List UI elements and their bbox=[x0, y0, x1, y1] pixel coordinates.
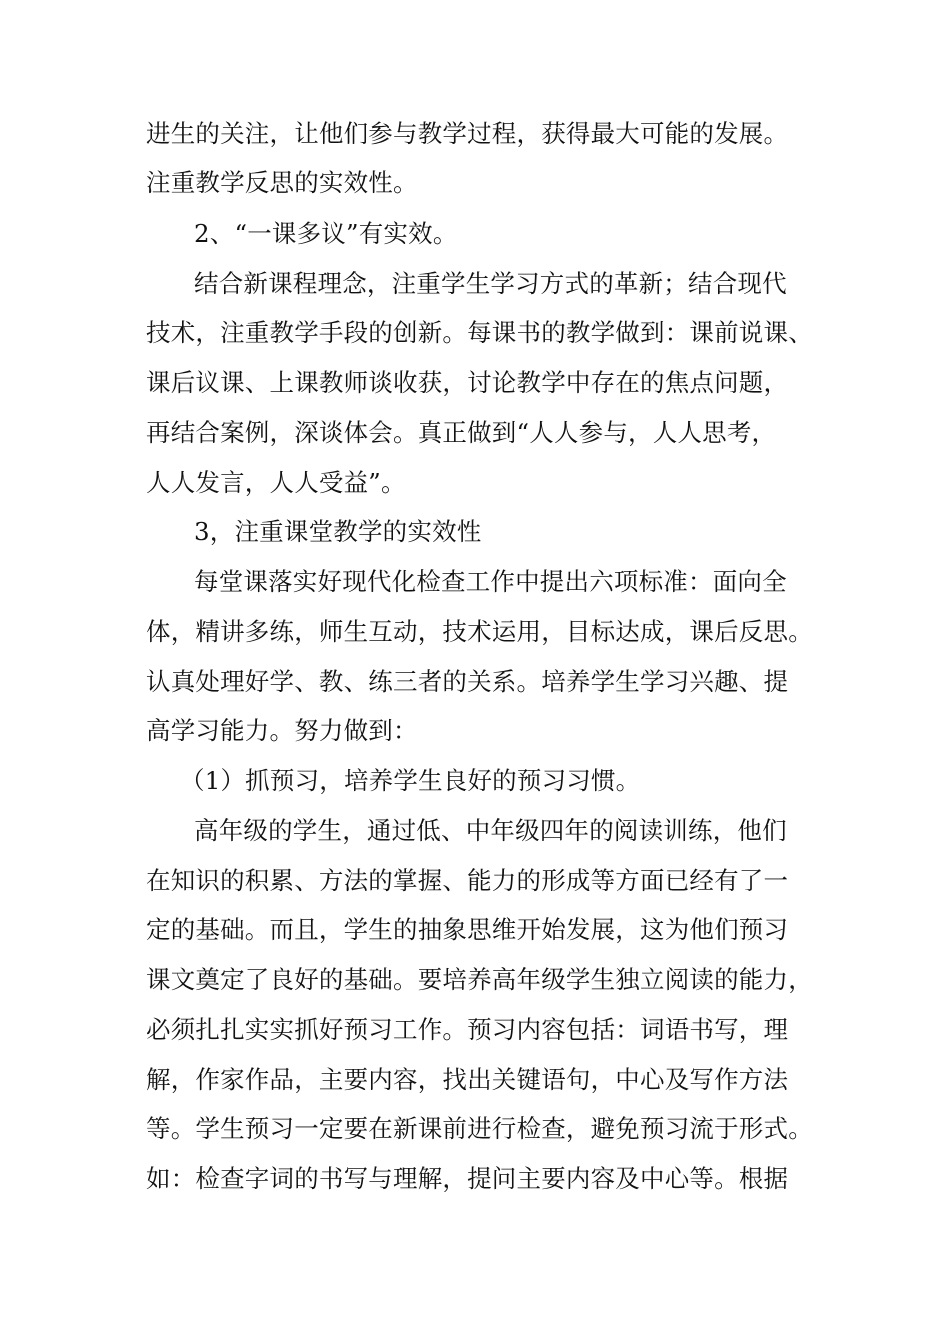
text-line: 课文奠定了良好的基础。要培养高年级学生独立阅读的能力， bbox=[146, 965, 813, 994]
section-heading: 2、“一课多议”有实效。 bbox=[194, 219, 458, 248]
text-line: 高学习能力。努力做到： bbox=[146, 716, 418, 745]
text-line: 每堂课落实好现代化检查工作中提出六项标准：面向全 bbox=[194, 567, 787, 596]
text-line: 定的基础。而且，学生的抽象思维开始发展，这为他们预习 bbox=[146, 915, 789, 944]
text-line: 必须扎扎实实抓好预习工作。预习内容包括：词语书写，理 bbox=[146, 1015, 789, 1044]
text-line: 等。学生预习一定要在新课前进行检查，避免预习流于形式。 bbox=[146, 1114, 813, 1143]
text-line: 如：检查字词的书写与理解，提问主要内容及中心等。根据 bbox=[146, 1164, 789, 1193]
text-line: 在知识的积累、方法的掌握、能力的形成等方面已经有了一 bbox=[146, 866, 789, 895]
text-line: 体，精讲多练，师生互动，技术运用，目标达成，课后反思。 bbox=[146, 617, 813, 646]
text-line: 高年级的学生，通过低、中年级四年的阅读训练，他们 bbox=[194, 816, 787, 845]
text-line: 再结合案例，深谈体会。真正做到“人人参与，人人思考， bbox=[146, 418, 777, 447]
text-line: 解，作家作品，主要内容，找出关键语句，中心及写作方法 bbox=[146, 1065, 789, 1094]
subsection-heading: （1）抓预习，培养学生良好的预习习惯。 bbox=[180, 766, 641, 795]
text-line: 课后议课、上课教师谈收获，讨论教学中存在的焦点问题， bbox=[146, 368, 789, 397]
text-line: 人人发言，人人受益”。 bbox=[146, 468, 406, 497]
text-line: 注重教学反思的实效性。 bbox=[146, 168, 418, 197]
text-line: 认真处理好学、教、练三者的关系。培养学生学习兴趣、提 bbox=[146, 667, 789, 696]
text-line: 技术，注重教学手段的创新。每课书的教学做到：课前说课、 bbox=[146, 318, 813, 347]
text-line: 结合新课程理念，注重学生学习方式的革新；结合现代 bbox=[194, 269, 787, 298]
section-heading: 3，注重课堂教学的实效性 bbox=[194, 517, 482, 546]
text-line: 进生的关注，让他们参与教学过程，获得最大可能的发展。 bbox=[146, 119, 789, 148]
